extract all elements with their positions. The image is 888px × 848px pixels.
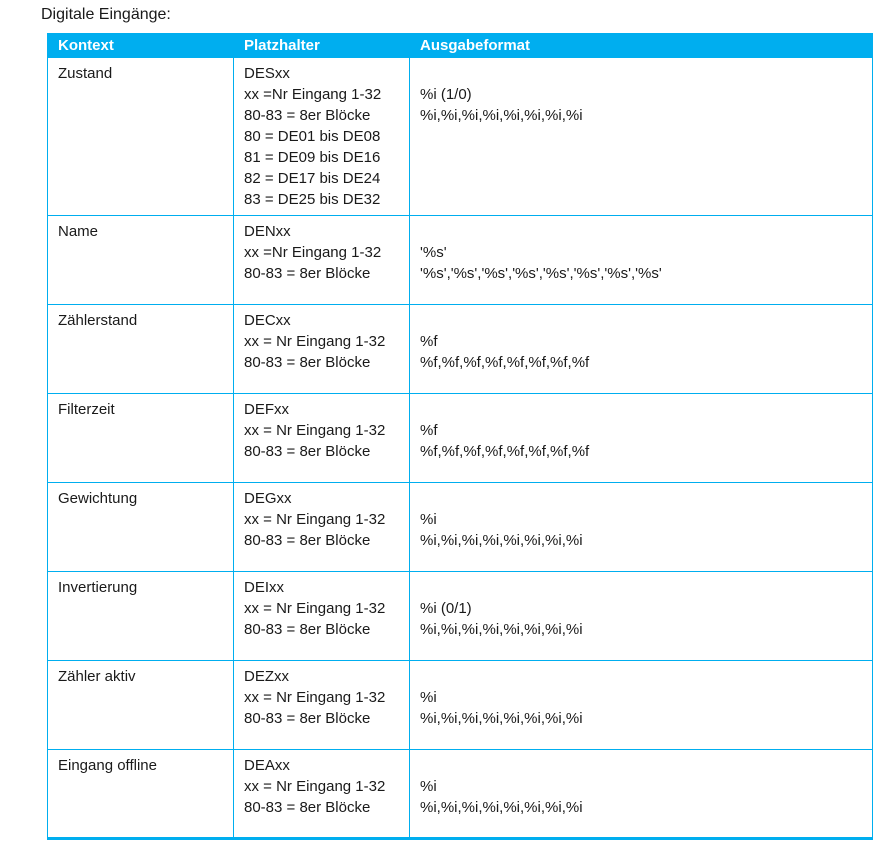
cell-line: %f,%f,%f,%f,%f,%f,%f,%f — [420, 354, 590, 371]
cell-line: %f — [420, 333, 438, 350]
cell-line: xx = Nr Eingang 1-32 — [244, 689, 386, 706]
cell-line: 80-83 = 8er Blöcke — [244, 107, 371, 124]
cell-line: '%s' — [420, 244, 447, 261]
ausgabeformat-cell — [410, 750, 873, 839]
table-row — [48, 216, 873, 305]
cell-line — [420, 577, 862, 598]
kontext-cell — [48, 661, 234, 750]
platzhalter-cell — [234, 305, 410, 394]
column-header-kontext: Kontext — [48, 34, 234, 58]
cell-line: xx = Nr Eingang 1-32 — [244, 422, 386, 439]
platzhalter-cell — [234, 661, 410, 750]
cell-line: Filterzeit — [58, 401, 115, 418]
cell-line — [420, 63, 862, 84]
cell-line: %i — [420, 778, 437, 795]
cell-line — [420, 666, 862, 687]
cell-line: Gewichtung — [58, 490, 138, 507]
cell-line: Zählerstand — [58, 312, 138, 329]
cell-line: Eingang offline — [58, 757, 157, 774]
cell-line — [420, 399, 862, 420]
cell-line: 80 = DE01 bis DE08 — [244, 128, 381, 145]
kontext-cell — [48, 216, 234, 305]
kontext-cell — [48, 305, 234, 394]
cell-line: DEGxx — [244, 490, 292, 507]
cell-line: 80-83 = 8er Blöcke — [244, 354, 371, 371]
cell-line — [420, 488, 862, 509]
cell-line — [420, 221, 862, 242]
cell-line: xx =Nr Eingang 1-32 — [244, 244, 382, 261]
cell-line: DECxx — [244, 312, 291, 329]
cell-line: Name — [58, 223, 99, 240]
cell-line: xx = Nr Eingang 1-32 — [244, 778, 386, 795]
column-header-ausgabeformat: Ausgabeformat — [410, 34, 873, 58]
kontext-cell — [48, 750, 234, 839]
platzhalter-cell — [234, 216, 410, 305]
cell-line: Zähler aktiv — [58, 668, 136, 685]
cell-line: DENxx — [244, 223, 291, 240]
table-row — [48, 58, 873, 216]
cell-line: %i (1/0) — [420, 86, 472, 103]
cell-line: xx =Nr Eingang 1-32 — [244, 86, 382, 103]
table-row — [48, 394, 873, 483]
table-row — [48, 483, 873, 572]
cell-line: 82 = DE17 bis DE24 — [244, 170, 381, 187]
cell-line: DEZxx — [244, 668, 289, 685]
kontext-cell — [48, 394, 234, 483]
cell-line: %f,%f,%f,%f,%f,%f,%f,%f — [420, 443, 590, 460]
cell-line: %i — [420, 689, 437, 706]
cell-line: '%s','%s','%s','%s','%s','%s','%s','%s' — [420, 265, 662, 282]
platzhalter-cell — [234, 572, 410, 661]
ausgabeformat-cell — [410, 305, 873, 394]
cell-line: %i,%i,%i,%i,%i,%i,%i,%i — [420, 799, 583, 816]
ausgabeformat-cell — [410, 216, 873, 305]
kontext-cell — [48, 572, 234, 661]
cell-line: 80-83 = 8er Blöcke — [244, 621, 371, 638]
ausgabeformat-cell — [410, 572, 873, 661]
page-title: Digitale Eingänge: — [41, 6, 171, 23]
cell-line: 80-83 = 8er Blöcke — [244, 799, 371, 816]
table-row — [48, 572, 873, 661]
cell-line: xx = Nr Eingang 1-32 — [244, 511, 386, 528]
table-row — [48, 305, 873, 394]
digital-inputs-table — [47, 33, 873, 840]
table-header-row — [48, 34, 873, 58]
cell-line — [420, 755, 862, 776]
cell-line: DEFxx — [244, 401, 289, 418]
cell-line: 80-83 = 8er Blöcke — [244, 710, 371, 727]
cell-line: 83 = DE25 bis DE32 — [244, 191, 381, 208]
platzhalter-cell — [234, 750, 410, 839]
table-row — [48, 750, 873, 839]
ausgabeformat-cell — [410, 483, 873, 572]
cell-line: %i,%i,%i,%i,%i,%i,%i,%i — [420, 621, 583, 638]
platzhalter-cell — [234, 394, 410, 483]
kontext-cell — [48, 483, 234, 572]
cell-line: %i,%i,%i,%i,%i,%i,%i,%i — [420, 532, 583, 549]
column-header-platzhalter: Platzhalter — [234, 34, 410, 58]
cell-line: 80-83 = 8er Blöcke — [244, 265, 371, 282]
cell-line: %i,%i,%i,%i,%i,%i,%i,%i — [420, 710, 583, 727]
ausgabeformat-cell — [410, 661, 873, 750]
cell-line: %i (0/1) — [420, 600, 472, 617]
cell-line: Zustand — [58, 65, 113, 82]
cell-line: xx = Nr Eingang 1-32 — [244, 600, 386, 617]
cell-line: Invertierung — [58, 579, 138, 596]
cell-line: DESxx — [244, 65, 290, 82]
cell-line: xx = Nr Eingang 1-32 — [244, 333, 386, 350]
cell-line: %i — [420, 511, 437, 528]
cell-line: %f — [420, 422, 438, 439]
kontext-cell — [48, 58, 234, 216]
table-row — [48, 661, 873, 750]
cell-line: 81 = DE09 bis DE16 — [244, 149, 381, 166]
cell-line: 80-83 = 8er Blöcke — [244, 532, 371, 549]
ausgabeformat-cell — [410, 58, 873, 216]
cell-line: DEAxx — [244, 757, 290, 774]
cell-line: DEIxx — [244, 579, 285, 596]
platzhalter-cell — [234, 483, 410, 572]
cell-line: %i,%i,%i,%i,%i,%i,%i,%i — [420, 107, 583, 124]
platzhalter-cell — [234, 58, 410, 216]
cell-line: 80-83 = 8er Blöcke — [244, 443, 371, 460]
ausgabeformat-cell — [410, 394, 873, 483]
cell-line — [420, 310, 862, 331]
